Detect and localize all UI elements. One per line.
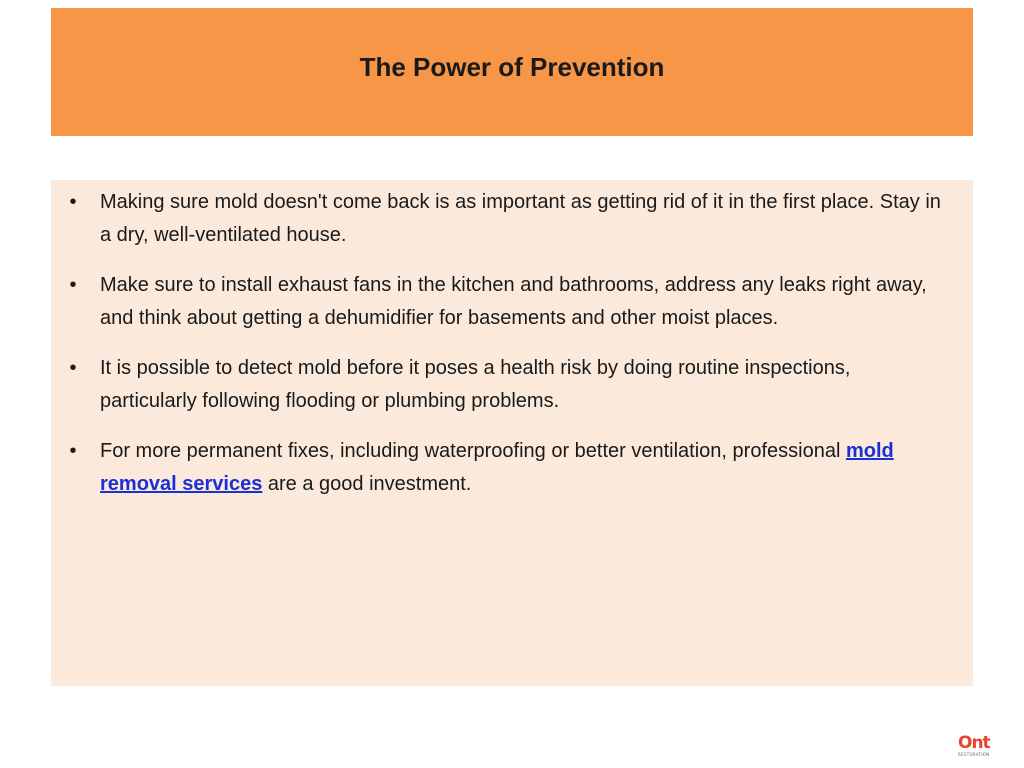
bullet-text: Making sure mold doesn't come back is as important as getting rid of it in the first place. Stay in a dry, well-ventilated house. (100, 191, 941, 246)
logo-mark: Ont (958, 733, 990, 753)
bullet-text-before-link: For more permanent fixes, including waterproofing or better ventilation, professional (100, 440, 846, 462)
bullet-dot-icon: • (69, 274, 77, 296)
bullet-text: It is possible to detect mold before it poses a health risk by doing routine inspections, particularly following flooding or plumbing problems. (100, 357, 851, 412)
company-logo (958, 734, 1002, 760)
bullet-item (63, 186, 949, 252)
content-panel (51, 180, 973, 686)
logo-subtext: RESTORATION (958, 752, 990, 757)
bullet-text: Make sure to install exhaust fans in the kitchen and bathrooms, address any leaks right away, and think about getting a dehumidifier for basements and other moist places. (100, 274, 927, 329)
slide-title: The Power of Prevention (359, 51, 665, 82)
bullet-dot-icon: • (69, 191, 77, 213)
bullet-item (63, 435, 949, 501)
bullet-item (63, 352, 949, 418)
bullet-dot-icon: • (69, 357, 77, 379)
bullet-text-after-link: are a good investment. (262, 473, 472, 495)
title-banner (51, 8, 973, 136)
bullet-item (63, 269, 949, 335)
bullet-dot-icon: • (69, 440, 77, 462)
bullet-list (63, 186, 949, 501)
mold-removal-services-link[interactable]: mold removal services (100, 440, 894, 495)
